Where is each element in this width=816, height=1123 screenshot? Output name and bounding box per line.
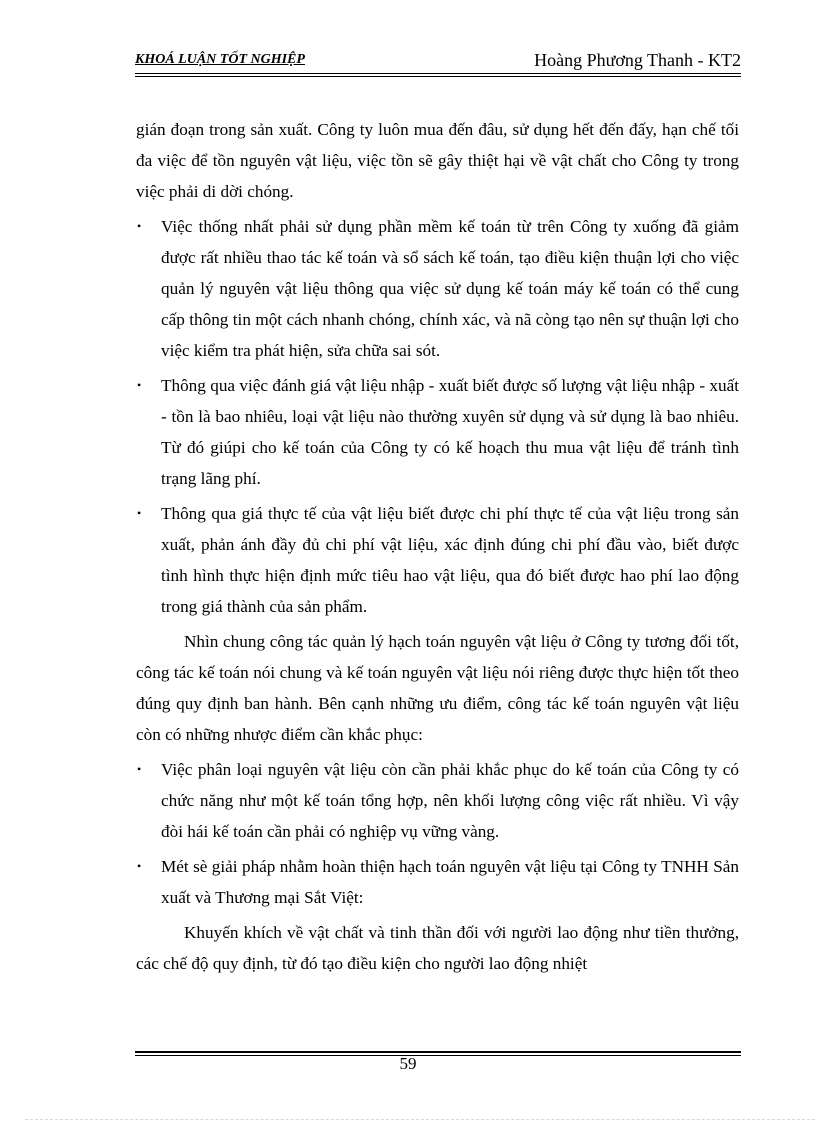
header-rule-bottom bbox=[135, 76, 741, 77]
thesis-title: KHOÁ LUẬN TỐT NGHIỆP bbox=[135, 52, 305, 67]
paragraph-3: Khuyến khích về vật chất và tinh thần đối với người lao động như tiền thưởng, các chế độ quy định, từ đó tạo điều kiện cho người lao động nhiệt bbox=[136, 923, 739, 973]
paragraph-2: Nhìn chung công tác quản lý hạch toán nguyên vật liệu ở Công ty tương đối tốt, công tác kế toán nói chung và kế toán nguyên vật liệu nói riêng được thực hiện tốt theo đúng quy định ban hành. Bên cạnh những ưu điểm, công tác kế toán nguyên vật liệu còn có những nhược điểm cần khắc phục: bbox=[136, 632, 739, 744]
bullet-text-2: Thông qua việc đánh giá vật liệu nhập - xuất biết được số lượng vật liệu nhập - xuất - tồn là bao nhiêu, loại vật liệu nào thường xuyên sử dụng và sử dụng là bao nhiêu. Từ đó giúpi cho kế toán của Công ty có kế hoạch thu mua vật liệu để tránh tình trạng lãng phí. bbox=[161, 376, 739, 488]
bullet-text-4: Việc phân loại nguyên vật liệu còn cần phải khắc phục do kế toán của Công ty có chức năng như một kế toán tổng hợp, nên khối lượng công việc rất nhiều. Vì vậy đòi hái kế toán cần phải có nghiệp vụ vững vàng. bbox=[161, 760, 739, 841]
bullet-item-3 bbox=[136, 498, 739, 622]
header-rule-top bbox=[135, 73, 741, 74]
bullet-text-3: Thông qua giá thực tế của vật liệu biết được chi phí thực tế của vật liệu trong sản xuất, phản ánh đầy đủ chi phí vật liệu, xác định đúng chi phí đầu vào, biết được tình hình thực hiện định mức tiêu hao vật liệu, qua đó biết được hao phí lao động trong giá thành của sản phẩm. bbox=[161, 504, 739, 616]
bullet-item-5 bbox=[136, 851, 739, 913]
bullet-item-1 bbox=[136, 211, 739, 366]
paragraph-1: gián đoạn trong sản xuất. Công ty luôn mua đến đâu, sử dụng hết đến đấy, hạn chế tối đa việc để tồn nguyên vật liệu, việc tồn sẽ gây thiệt hại về vật chất cho Công ty trong việc phải di dời chóng. bbox=[136, 120, 739, 201]
bullet-item-2 bbox=[136, 370, 739, 494]
page-body bbox=[136, 114, 739, 979]
bullet-icon: • bbox=[137, 378, 142, 392]
page-edge-divider bbox=[25, 1119, 815, 1120]
author-name: Hoàng Phương Thanh - KT2 bbox=[534, 50, 741, 70]
bullet-item-4 bbox=[136, 754, 739, 847]
bullet-icon: • bbox=[137, 859, 142, 873]
bullet-text-5: Mét sè giải pháp nhằm hoàn thiện hạch toán nguyên vật liệu tại Công ty TNHH Sản xuất và Thương mại Sắt Việt: bbox=[161, 857, 739, 907]
bullet-icon: • bbox=[137, 762, 142, 776]
bullet-icon: • bbox=[137, 506, 142, 520]
page-number: 59 bbox=[399, 1054, 417, 1073]
page-header bbox=[135, 50, 741, 72]
bullet-text-1: Việc thống nhất phải sử dụng phần mềm kế toán từ trên Công ty xuống đã giảm được rất nhiều thao tác kế toán và sổ sách kế toán, tạo điều kiện thuận lợi cho việc quản lý nguyên vật liệu thông qua việc sử dụng kế toán máy kế toán có thể cung cấp thông tin một cách nhanh chóng, chính xác, và nã còng tạo nên sự thuận lợi cho việc kiểm tra phát hiện, sửa chữa sai sót. bbox=[161, 217, 739, 360]
bullet-icon: • bbox=[137, 219, 142, 233]
